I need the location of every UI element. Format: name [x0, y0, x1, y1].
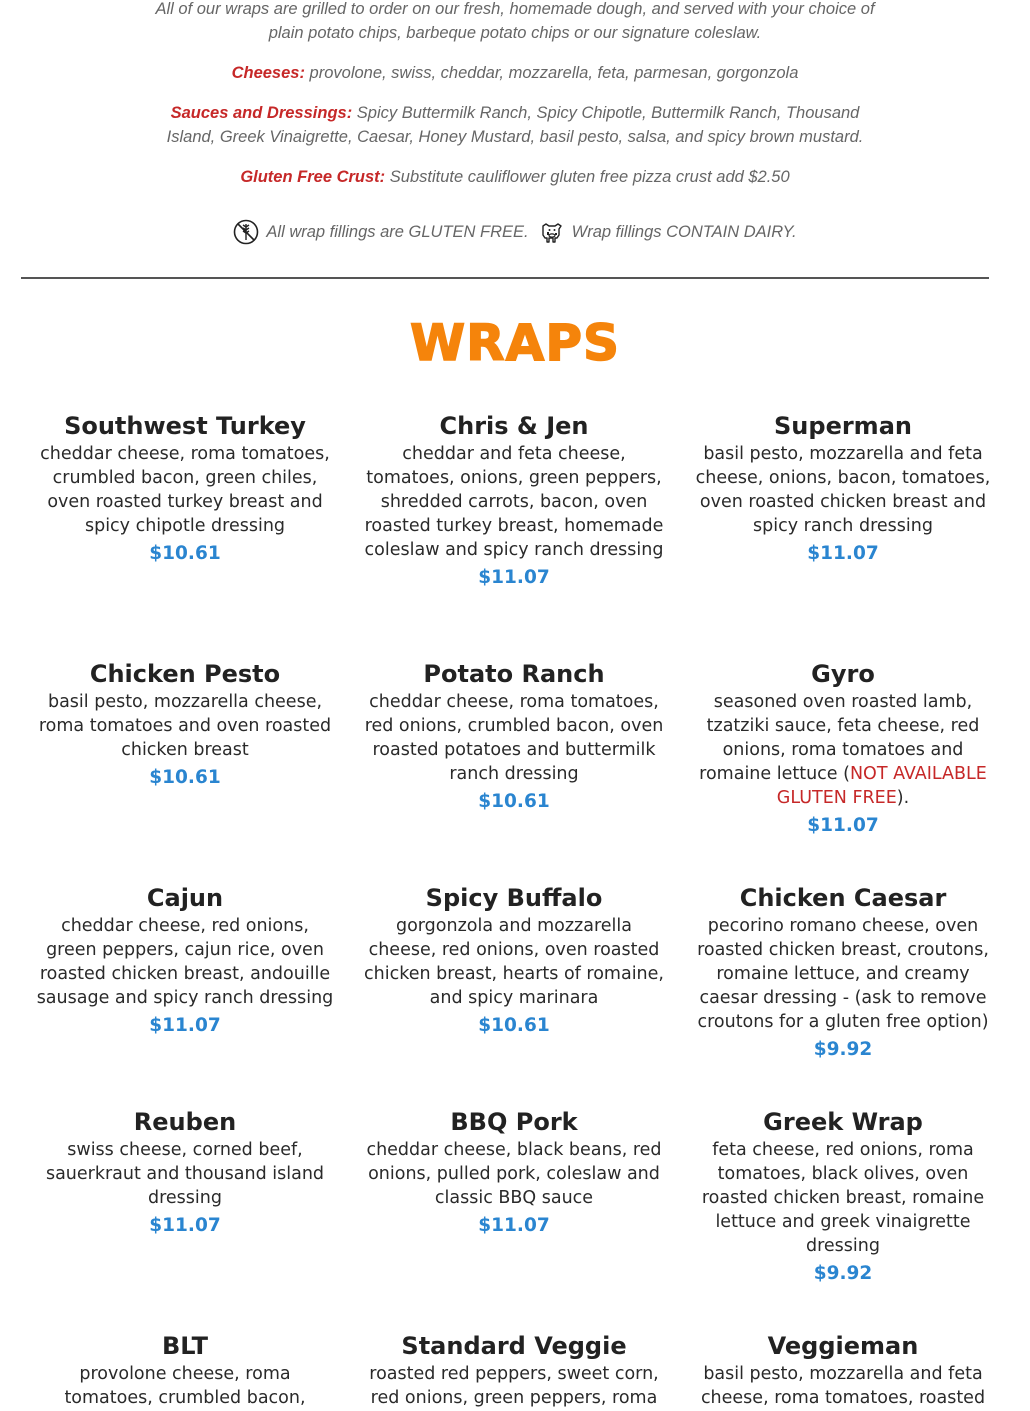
gluten-free-crust-text: Substitute cauliflower gluten free pizza crust add $2.50: [389, 168, 790, 186]
menu-item: [364, 658, 664, 816]
menu-item-price: $11.07: [807, 543, 879, 564]
intro-description: [0, 0, 1030, 45]
menu-item-description: cheddar cheese, red onions, green peppers, cajun rice, oven roasted chicken breast, andouille sausage and spicy ranch dressing: [36, 916, 334, 1008]
menu-item-description: [693, 690, 993, 810]
dairy-legend-text: Wrap fillings CONTAIN DAIRY.: [571, 222, 797, 241]
intro-description-text: All of our wraps are grilled to order on our fresh, homemade dough, and served with your choice of plain potato chips, barbeque potato chips or our signature coleslaw.: [155, 0, 875, 42]
menu-item: [693, 882, 993, 1064]
menu-item-name: Chicken Pesto: [89, 660, 281, 688]
menu-item-description: pecorino romano cheese, oven roasted chicken breast, croutons, romaine lettuce, and creamy caesar dressing - (ask to remove croutons for a gluten free option): [697, 916, 989, 1032]
not-gluten-free-warning: NOT AVAILABLE GLUTEN FREE: [776, 764, 987, 808]
menu-item-name: Reuben: [133, 1108, 237, 1136]
menu-item-price: $9.92: [813, 1039, 873, 1060]
menu-item-price: $11.07: [149, 1015, 221, 1036]
menu-item-description: basil pesto, mozzarella and feta cheese, onions, bacon, tomatoes, oven roasted chicken breast and spicy ranch dressing: [695, 444, 991, 536]
menu-item-price: $11.07: [149, 1215, 221, 1236]
menu-item: [364, 882, 664, 1040]
menu-item-description: roasted red peppers, sweet corn, red onions, green peppers, roma: [369, 1364, 659, 1408]
menu-item-name: Chris & Jen: [439, 412, 589, 440]
menu-item-description: feta cheese, red onions, roma tomatoes, black olives, oven roasted chicken breast, romaine lettuce and greek vinaigrette dressing: [701, 1140, 985, 1256]
menu-item: [364, 1106, 664, 1240]
menu-item-description: cheddar cheese, black beans, red onions, pulled pork, coleslaw and classic BBQ sauce: [366, 1140, 662, 1208]
no-wheat-icon: [233, 219, 259, 245]
menu-item-description: cheddar cheese, roma tomatoes, red onions, crumbled bacon, oven roasted potatoes and buttermilk ranch dressing: [364, 692, 664, 784]
menu-item-description-text: seasoned oven roasted lamb, tzatziki sauce, feta cheese, red onions, roma tomatoes and romaine lettuce (: [699, 692, 980, 784]
menu-item: [35, 1106, 335, 1240]
menu-item-description: gorgonzola and mozzarella cheese, red onions, oven roasted chicken breast, hearts of romaine, and spicy marinara: [364, 916, 664, 1008]
menu-item-name: Southwest Turkey: [64, 412, 306, 440]
menu-item: [35, 658, 335, 792]
menu-item-name: Spicy Buffalo: [425, 884, 603, 912]
menu-item-description: cheddar cheese, roma tomatoes, crumbled bacon, green chiles, oven roasted turkey breast and spicy chipotle dressing: [40, 444, 330, 536]
menu-item-description: provolone cheese, roma tomatoes, crumbled bacon,: [64, 1364, 306, 1408]
menu-item-description: basil pesto, mozzarella and feta cheese, roma tomatoes, roasted: [700, 1364, 986, 1408]
menu-item-name: Veggieman: [767, 1332, 919, 1360]
section-divider: [21, 277, 989, 279]
menu-item-price: $10.61: [478, 1015, 550, 1036]
menu-item: [35, 1330, 335, 1410]
menu-item-description: basil pesto, mozzarella cheese, roma tomatoes and oven roasted chicken breast: [38, 692, 332, 760]
menu-item-price: $11.07: [807, 815, 879, 836]
menu-item: [35, 882, 335, 1040]
menu-item-name: Gyro: [811, 660, 875, 688]
gluten-free-legend-text: All wrap fillings are GLUTEN FREE.: [266, 222, 529, 241]
menu-item-description: swiss cheese, corned beef, sauerkraut and thousand island dressing: [45, 1140, 325, 1208]
sauces-text: Spicy Buttermilk Ranch, Spicy Chipotle, Buttermilk Ranch, Thousand Island, Greek Vinaigrette, Caesar, Honey Mustard, basil pesto, salsa, and spicy brown mustard.: [166, 104, 864, 146]
menu-item-price: $10.61: [149, 543, 221, 564]
menu-item: [693, 658, 993, 840]
menu-item-description-end: ).: [896, 788, 910, 808]
menu-item: [35, 410, 335, 568]
menu-item: [364, 410, 664, 592]
sauces-line: [0, 101, 1030, 149]
menu-item-name: Standard Veggie: [401, 1332, 627, 1360]
dietary-legend: [0, 219, 1030, 245]
menu-item: [693, 410, 993, 568]
menu-item-name: Greek Wrap: [763, 1108, 923, 1136]
menu-item-name: BBQ Pork: [450, 1108, 578, 1136]
gluten-free-crust-label: Gluten Free Crust:: [240, 168, 386, 186]
gluten-free-crust-line: [0, 165, 1030, 189]
menu-item-price: $11.07: [478, 567, 550, 588]
menu-item-price: $10.61: [149, 767, 221, 788]
menu-item: [693, 1330, 993, 1410]
menu-item-price: $9.92: [813, 1263, 873, 1284]
menu-item: [364, 1330, 664, 1410]
menu-item-name: Superman: [774, 412, 912, 440]
section-title: WRAPS: [409, 314, 620, 372]
menu-item-name: Cajun: [146, 884, 224, 912]
menu-item: [693, 1106, 993, 1288]
menu-item-name: Potato Ranch: [423, 660, 605, 688]
menu-item-name: BLT: [162, 1332, 208, 1360]
menu-item-description: cheddar and feta cheese, tomatoes, onions, green peppers, shredded carrots, bacon, oven roasted turkey breast, homemade coleslaw and spicy ranch dressing: [364, 444, 664, 560]
cheeses-text: provolone, swiss, cheddar, mozzarella, feta, parmesan, gorgonzola: [309, 64, 799, 82]
cheeses-label: Cheeses:: [231, 64, 305, 82]
cheeses-line: [0, 61, 1030, 85]
menu-item-name: Chicken Caesar: [739, 884, 947, 912]
sauces-label: Sauces and Dressings:: [170, 104, 353, 122]
cow-icon: [539, 219, 565, 245]
menu-item-price: $11.07: [478, 1215, 550, 1236]
menu-item-price: $10.61: [478, 791, 550, 812]
